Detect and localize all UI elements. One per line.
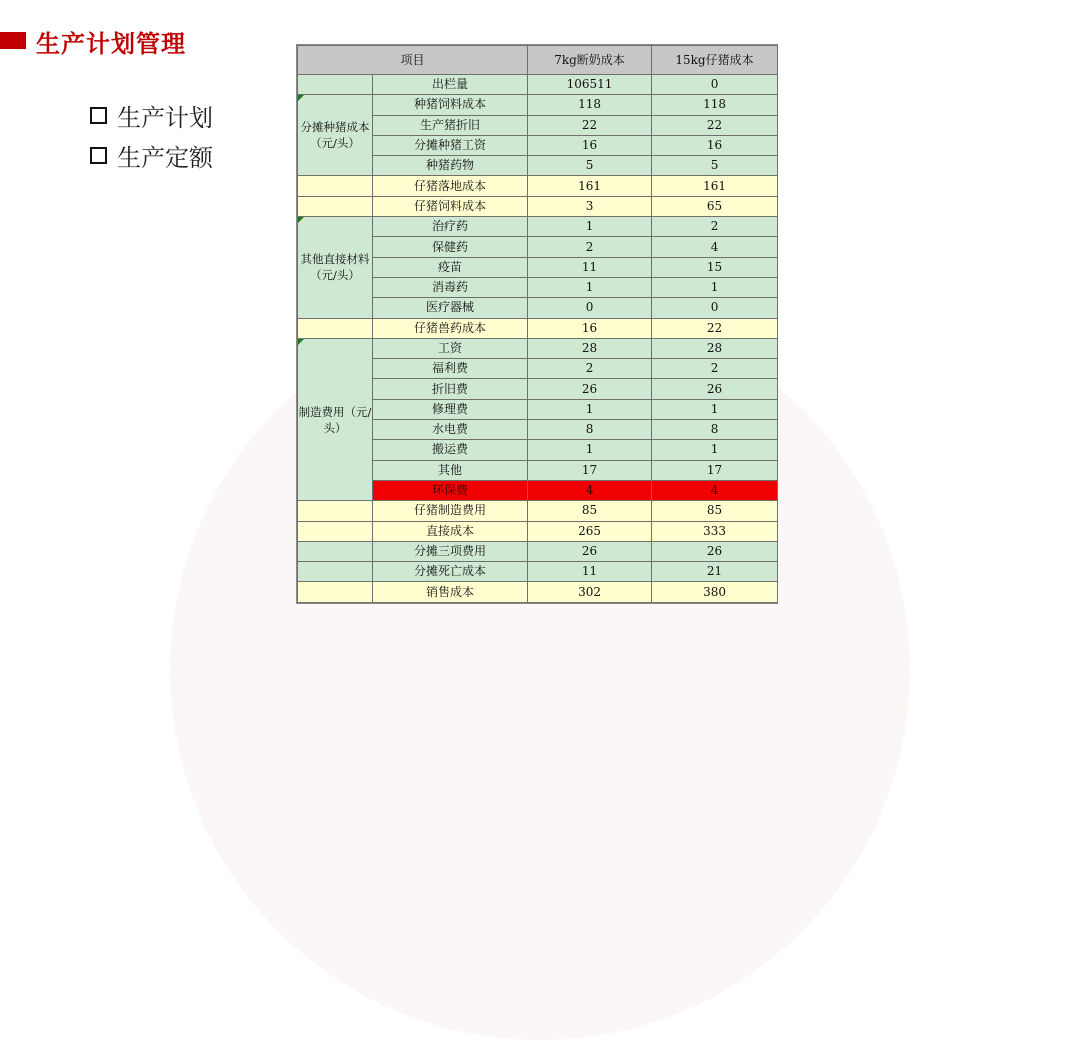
value-15kg-cell: 1 [652, 399, 778, 419]
value-15kg-cell: 1 [652, 277, 778, 297]
value-7kg-cell: 118 [528, 95, 652, 115]
item-cell: 修理费 [373, 399, 528, 419]
value-7kg-cell: 11 [528, 257, 652, 277]
item-cell: 分摊种猪工资 [373, 135, 528, 155]
item-cell: 种猪药物 [373, 156, 528, 176]
value-15kg-cell: 17 [652, 460, 778, 480]
value-15kg-cell: 28 [652, 338, 778, 358]
value-15kg-cell: 5 [652, 156, 778, 176]
value-7kg-cell: 1 [528, 277, 652, 297]
item-cell: 环保费 [373, 480, 528, 500]
category-cell [298, 318, 373, 338]
header-item: 项目 [298, 46, 528, 75]
value-15kg-cell: 161 [652, 176, 778, 196]
cost-table-image [296, 44, 778, 604]
value-7kg-cell: 17 [528, 460, 652, 480]
item-cell: 疫苗 [373, 257, 528, 277]
header-7kg: 7kg断奶成本 [528, 46, 652, 75]
value-15kg-cell: 0 [652, 298, 778, 318]
item-cell: 直接成本 [373, 521, 528, 541]
item-cell: 工资 [373, 338, 528, 358]
category-cell [298, 541, 373, 561]
value-7kg-cell: 85 [528, 501, 652, 521]
value-15kg-cell: 4 [652, 237, 778, 257]
value-15kg-cell: 118 [652, 95, 778, 115]
item-cell: 生产猪折旧 [373, 115, 528, 135]
table-row [298, 95, 778, 115]
item-cell: 仔猪饲料成本 [373, 196, 528, 216]
value-15kg-cell: 15 [652, 257, 778, 277]
value-15kg-cell: 380 [652, 582, 778, 602]
table-row [298, 338, 778, 358]
bullet-label: 生产计划 [117, 103, 213, 132]
item-cell: 种猪饲料成本 [373, 95, 528, 115]
value-15kg-cell: 65 [652, 196, 778, 216]
value-7kg-cell: 26 [528, 541, 652, 561]
item-cell: 仔猪落地成本 [373, 176, 528, 196]
item-cell: 保健药 [373, 237, 528, 257]
page-title: 生产计划管理 [36, 30, 186, 58]
value-15kg-cell: 4 [652, 480, 778, 500]
value-7kg-cell: 1 [528, 217, 652, 237]
bullet-item [90, 95, 213, 135]
category-cell [298, 521, 373, 541]
value-7kg-cell: 3 [528, 196, 652, 216]
value-7kg-cell: 11 [528, 562, 652, 582]
value-15kg-cell: 8 [652, 420, 778, 440]
table-row [298, 75, 778, 95]
table-row [298, 562, 778, 582]
bullet-label: 生产定额 [117, 143, 213, 172]
value-15kg-cell: 2 [652, 217, 778, 237]
value-7kg-cell: 265 [528, 521, 652, 541]
square-bullet-icon [90, 147, 107, 164]
table-row [298, 541, 778, 561]
table-row [298, 582, 778, 602]
category-cell [298, 562, 373, 582]
header-15kg: 15kg仔猪成本 [652, 46, 778, 75]
value-7kg-cell: 28 [528, 338, 652, 358]
item-cell: 出栏量 [373, 75, 528, 95]
value-15kg-cell: 21 [652, 562, 778, 582]
value-15kg-cell: 1 [652, 440, 778, 460]
value-7kg-cell: 4 [528, 480, 652, 500]
bullet-item [90, 135, 213, 175]
value-15kg-cell: 22 [652, 115, 778, 135]
value-15kg-cell: 2 [652, 359, 778, 379]
category-cell [298, 501, 373, 521]
value-15kg-cell: 26 [652, 379, 778, 399]
value-7kg-cell: 2 [528, 237, 652, 257]
value-15kg-cell: 333 [652, 521, 778, 541]
value-7kg-cell: 0 [528, 298, 652, 318]
item-cell: 销售成本 [373, 582, 528, 602]
value-7kg-cell: 16 [528, 135, 652, 155]
value-7kg-cell: 302 [528, 582, 652, 602]
item-cell: 水电费 [373, 420, 528, 440]
square-bullet-icon [90, 107, 107, 124]
table-row [298, 217, 778, 237]
category-cell [298, 196, 373, 216]
item-cell: 搬运费 [373, 440, 528, 460]
table-header-row [298, 46, 778, 75]
category-cell: 制造费用（元/头） [298, 338, 373, 500]
item-cell: 折旧费 [373, 379, 528, 399]
value-15kg-cell: 26 [652, 541, 778, 561]
value-15kg-cell: 22 [652, 318, 778, 338]
item-cell: 医疗器械 [373, 298, 528, 318]
cost-table [297, 45, 778, 603]
value-7kg-cell: 1 [528, 440, 652, 460]
item-cell: 仔猪制造费用 [373, 501, 528, 521]
value-7kg-cell: 2 [528, 359, 652, 379]
table-row [298, 176, 778, 196]
item-cell: 分摊死亡成本 [373, 562, 528, 582]
category-cell: 其他直接材料（元/头） [298, 217, 373, 318]
value-7kg-cell: 26 [528, 379, 652, 399]
table-row [298, 196, 778, 216]
category-cell [298, 75, 373, 95]
value-15kg-cell: 0 [652, 75, 778, 95]
value-7kg-cell: 8 [528, 420, 652, 440]
value-7kg-cell: 1 [528, 399, 652, 419]
item-cell: 分摊三项费用 [373, 541, 528, 561]
item-cell: 福利费 [373, 359, 528, 379]
table-row [298, 318, 778, 338]
item-cell: 其他 [373, 460, 528, 480]
category-cell [298, 582, 373, 602]
value-7kg-cell: 5 [528, 156, 652, 176]
item-cell: 治疗药 [373, 217, 528, 237]
value-7kg-cell: 16 [528, 318, 652, 338]
item-cell: 仔猪兽药成本 [373, 318, 528, 338]
value-15kg-cell: 85 [652, 501, 778, 521]
category-cell [298, 176, 373, 196]
title-accent-bar [0, 32, 26, 49]
value-7kg-cell: 161 [528, 176, 652, 196]
category-cell: 分摊种猪成本（元/头） [298, 95, 373, 176]
table-row [298, 501, 778, 521]
value-7kg-cell: 106511 [528, 75, 652, 95]
value-7kg-cell: 22 [528, 115, 652, 135]
value-15kg-cell: 16 [652, 135, 778, 155]
bullet-list [90, 95, 213, 175]
item-cell: 消毒药 [373, 277, 528, 297]
table-row [298, 521, 778, 541]
